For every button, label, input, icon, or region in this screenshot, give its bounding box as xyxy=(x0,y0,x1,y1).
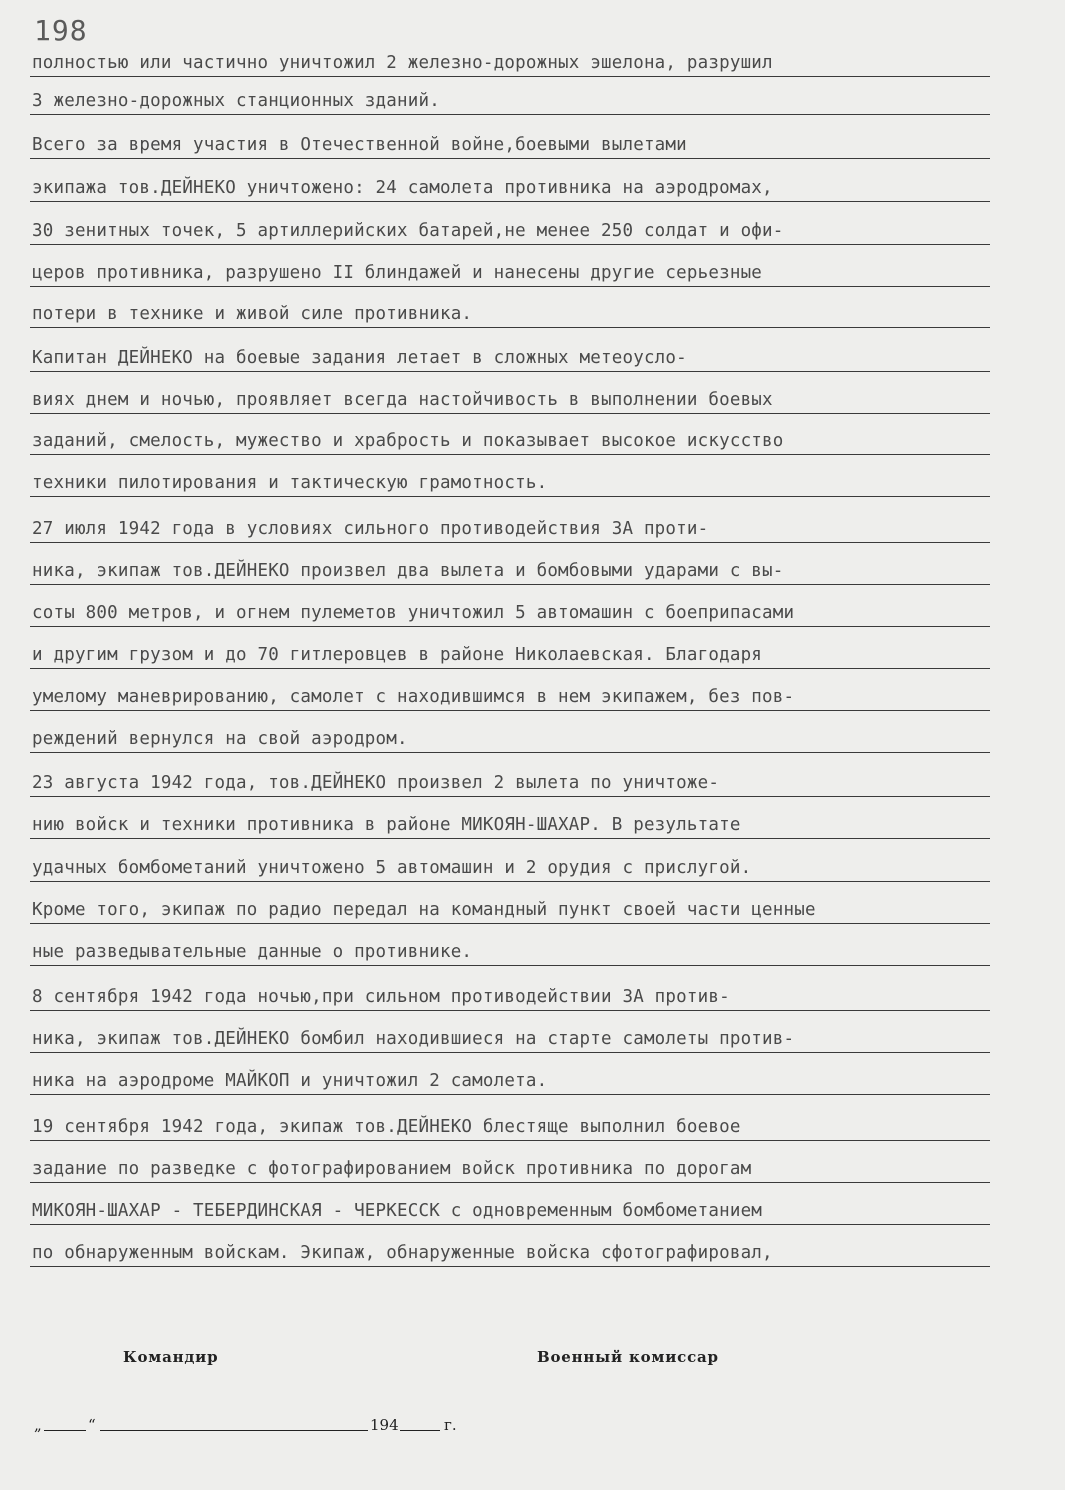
date-year-blank xyxy=(400,1430,440,1431)
ruled-line xyxy=(30,752,990,753)
ruled-line xyxy=(30,710,990,711)
typed-line: 30 зенитных точек, 5 артиллерийских батарей,не менее 250 солдат и офи- xyxy=(32,221,784,241)
typed-line: МИКОЯН-ШАХАР - ТЕБЕРДИНСКАЯ - ЧЕРКЕССК с одновременным бомбометанием xyxy=(32,1201,763,1221)
ruled-line xyxy=(30,158,990,159)
typed-line: нию войск и техники противника в районе МИКОЯН-ШАХАР. В результате xyxy=(32,815,741,835)
date-open-quote: „ xyxy=(34,1416,42,1434)
typed-line: Всего за время участия в Отечественной войне,боевыми вылетами xyxy=(32,135,687,155)
typed-line: умелому маневрированию, самолет с находившимся в нем экипажем, без пов- xyxy=(32,687,795,707)
ruled-line xyxy=(30,496,990,497)
ruled-line xyxy=(30,626,990,627)
ruled-line xyxy=(30,286,990,287)
typed-line: виях днем и ночью, проявляет всегда настойчивость в выполнении боевых xyxy=(32,390,773,410)
page-number: 198 xyxy=(34,14,88,47)
typed-line: ника, экипаж тов.ДЕЙНЕКО произвел два вылета и бомбовыми ударами с вы- xyxy=(32,561,784,581)
typed-line: полностью или частично уничтожил 2 железно-дорожных эшелона, разрушил xyxy=(32,53,773,73)
typed-line: потери в технике и живой силе противника. xyxy=(32,304,473,324)
date-day-blank xyxy=(44,1430,86,1431)
typed-line: реждений вернулся на свой аэродром. xyxy=(32,729,408,749)
typed-line: ника на аэродроме МАЙКОП и уничтожил 2 самолета. xyxy=(32,1071,548,1091)
ruled-line xyxy=(30,371,990,372)
typed-line: и другим грузом и до 70 гитлеровцев в районе Николаевская. Благодаря xyxy=(32,645,763,665)
typed-line: 23 августа 1942 года, тов.ДЕЙНЕКО произвел 2 вылета по уничтоже- xyxy=(32,773,720,793)
ruled-line xyxy=(30,1224,990,1225)
date-line xyxy=(34,1410,474,1440)
ruled-line xyxy=(30,796,990,797)
ruled-line xyxy=(30,1010,990,1011)
typed-line: удачных бомбометаний уничтожено 5 автомашин и 2 орудия с прислугой. xyxy=(32,858,752,878)
ruled-line xyxy=(30,1052,990,1053)
ruled-line xyxy=(30,1140,990,1141)
typed-line: Капитан ДЕЙНЕКО на боевые задания летает в сложных метеоусло- xyxy=(32,348,687,368)
typed-line: по обнаруженным войскам. Экипаж, обнаруженные войска сфотографировал, xyxy=(32,1243,773,1263)
date-year-prefix: 194 xyxy=(370,1416,399,1434)
typed-line: ника, экипаж тов.ДЕЙНЕКО бомбил находившиеся на старте самолеты против- xyxy=(32,1029,795,1049)
ruled-line xyxy=(30,1182,990,1183)
typed-line: техники пилотирования и тактическую грамотность. xyxy=(32,473,548,493)
ruled-line xyxy=(30,76,990,77)
typed-line: церов противника, разрушено II блиндажей и нанесены другие серьезные xyxy=(32,263,763,283)
date-month-blank xyxy=(100,1430,368,1431)
typed-line: 19 сентября 1942 года, экипаж тов.ДЕЙНЕКО блестяще выполнил боевое xyxy=(32,1117,741,1137)
ruled-line xyxy=(30,1266,990,1267)
ruled-line xyxy=(30,542,990,543)
ruled-line xyxy=(30,923,990,924)
typed-line: заданий, смелость, мужество и храбрость и показывает высокое искусство xyxy=(32,431,784,451)
typed-line: задание по разведке с фотографированием войск противника по дорогам xyxy=(32,1159,752,1179)
ruled-line xyxy=(30,413,990,414)
ruled-line xyxy=(30,584,990,585)
typed-line: экипажа тов.ДЕЙНЕКО уничтожено: 24 самолета противника на аэродромах, xyxy=(32,178,773,198)
ruled-line xyxy=(30,668,990,669)
typed-line: Кроме того, экипаж по радио передал на командный пункт своей части ценные xyxy=(32,900,816,920)
ruled-line xyxy=(30,201,990,202)
date-suffix: г. xyxy=(444,1416,457,1434)
date-close-quote: “ xyxy=(88,1416,96,1434)
ruled-line xyxy=(30,965,990,966)
typed-line: соты 800 метров, и огнем пулеметов уничтожил 5 автомашин с боеприпасами xyxy=(32,603,795,623)
commander-label: Командир xyxy=(123,1348,219,1366)
ruled-line xyxy=(30,114,990,115)
ruled-line xyxy=(30,244,990,245)
ruled-line xyxy=(30,1094,990,1095)
commissar-label: Военный комиссар xyxy=(537,1348,719,1366)
ruled-line xyxy=(30,838,990,839)
typed-line: 27 июля 1942 года в условиях сильного противодействия ЗА проти- xyxy=(32,519,709,539)
typed-line: ные разведывательные данные о противнике. xyxy=(32,942,473,962)
ruled-line xyxy=(30,454,990,455)
typed-line: 3 железно-дорожных станционных зданий. xyxy=(32,91,440,111)
ruled-line xyxy=(30,881,990,882)
typed-line: 8 сентября 1942 года ночью,при сильном противодействии ЗА против- xyxy=(32,987,730,1007)
ruled-line xyxy=(30,327,990,328)
